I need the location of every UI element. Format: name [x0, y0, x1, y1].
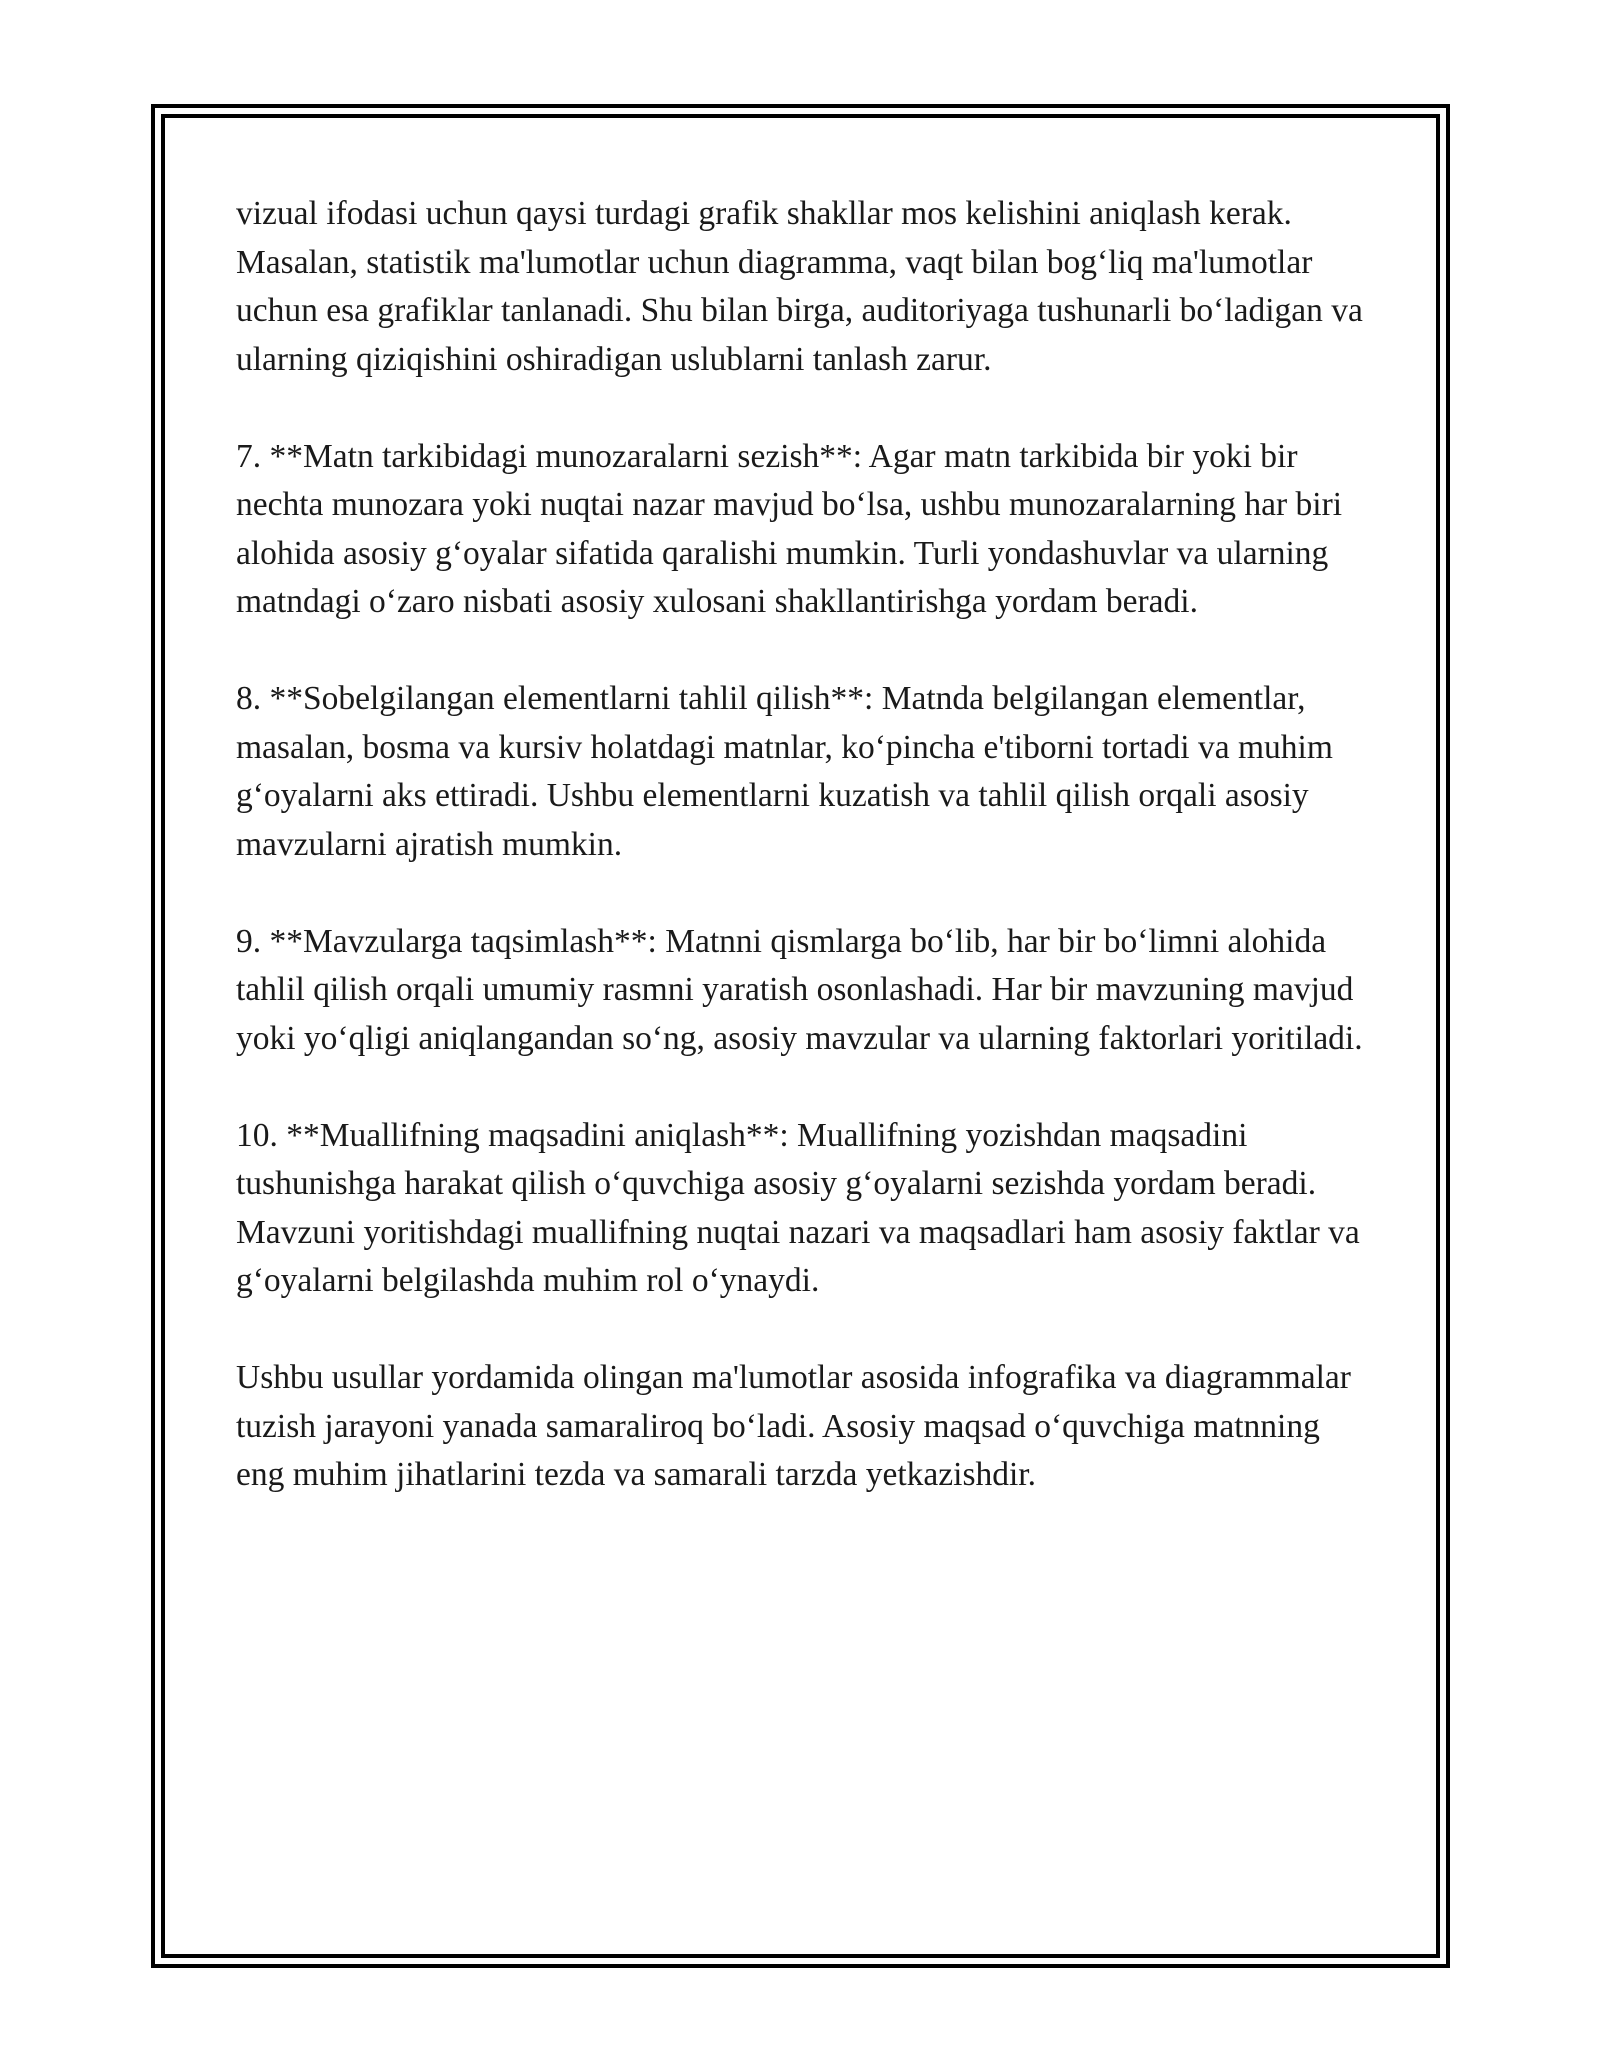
document-body: [236, 190, 1376, 1500]
paragraph-item-9: 9. **Mavzularga taqsimlash**: Matnni qismlarga bo‘lib, har bir bo‘limni alohida tahlil qilish orqali umumiy rasmni yaratish osonlashadi. Har bir mavzuning mavjud yoki yo‘qligi aniqlangandan so‘ng, asosiy mavzular va ularning faktorlari yoritiladi.: [236, 922, 1363, 1057]
paragraph-intro-continuation: vizual ifodasi uchun qaysi turdagi grafik shakllar mos kelishini aniqlash kerak. Masalan, statistik ma'lumotlar uchun diagramma, vaqt bilan bog‘liq ma'lumotlar uchun esa grafiklar tanlanadi. Shu bilan birga, auditoriyaga tushunarli bo‘ladigan va ularning qiziqishini oshiradigan uslublarni tanlash zarur.: [236, 195, 1363, 378]
paragraph-item-8: 8. **Sobelgilangan elementlarni tahlil qilish**: Matnda belgilangan elementlar, masalan, bosma va kursiv holatdagi matnlar, ko‘pincha e'tiborni tortadi va muhim g‘oyalarni aks ettiradi. Ushbu elementlarni kuzatish va tahlil qilish orqali asosiy mavzularni ajratish mumkin.: [236, 680, 1333, 863]
paragraph-item-10: 10. **Muallifning maqsadini aniqlash**: Muallifning yozishdan maqsadini tushunishga harakat qilish o‘quvchiga asosiy g‘oyalarni sezishda yordam beradi. Mavzuni yoritishdagi muallifning nuqtai nazari va maqsadlari ham asosiy faktlar va g‘oyalarni belgilashda muhim rol o‘ynaydi.: [236, 1116, 1360, 1299]
paragraph-conclusion: Ushbu usullar yordamida olingan ma'lumotlar asosida infografika va diagrammalar tuzish jarayoni yanada samaraliroq bo‘ladi. Asosiy maqsad o‘quvchiga matnning eng muhim jihatlarini tezda va samarali tarzda yetkazishdir.: [236, 1359, 1351, 1493]
paragraph-item-7: 7. **Matn tarkibidagi munozaralarni sezish**: Agar matn tarkibida bir yoki bir nechta munozara yoki nuqtai nazar mavjud bo‘lsa, ushbu munozaralarning har biri alohida asosiy g‘oyalar sifatida qaralishi mumkin. Turli yondashuvlar va ularning matndagi o‘zaro nisbati asosiy xulosani shakllantirishga yordam beradi.: [236, 437, 1343, 620]
